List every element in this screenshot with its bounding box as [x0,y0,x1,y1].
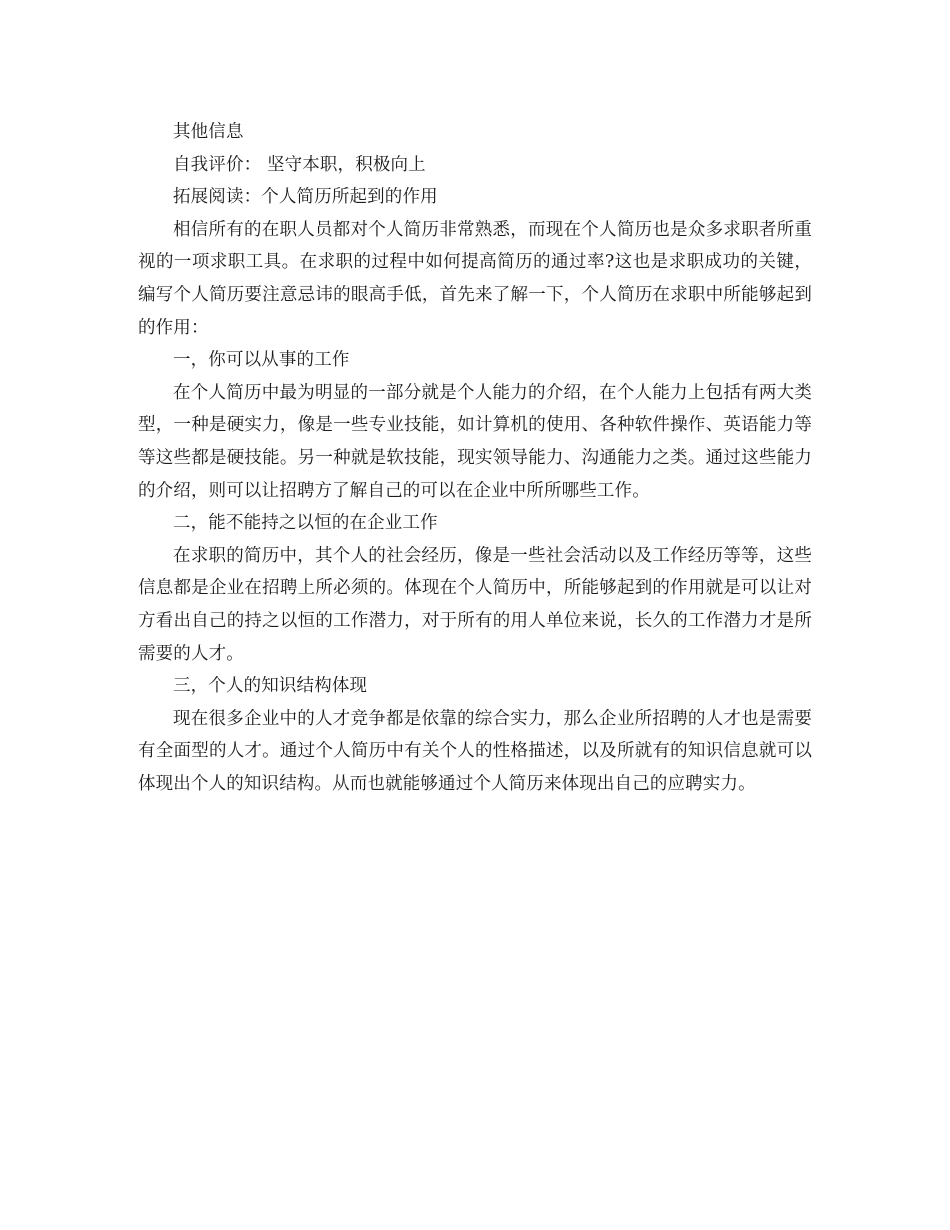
intro-paragraph: 相信所有的在职人员都对个人简历非常熟悉，而现在个人简历也是众多求职者所重视的一项求职工具。在求职的过程中如何提高简历的通过率?这也是求职成功的关键，编写个人简历要注意忌讳的眼高手低，首先来了解一下，个人简历在求职中所能够起到的作用： [138,219,812,338]
document-body [138,116,812,800]
body-paragraph-3: 现在很多企业中的人才竞争都是依靠的综合实力，那么企业所招聘的人才也是需要有全面型的人才。通过个人简历中有关个人的性格描述，以及所就有的知识信息就可以体现出个人的知识结构。从而也就能够通过个人简历来体现出自己的应聘实力。 [138,708,812,794]
extended-reading-title: 拓展阅读：个人简历所起到的作用 [173,187,438,208]
subheading-1: 一，你可以从事的工作 [173,350,350,371]
self-evaluation-line: 自我评价： 坚守本职，积极向上 [173,154,426,175]
section-heading-other-info: 其他信息 [173,122,244,142]
body-paragraph-1: 在个人简历中最为明显的一部分就是个人能力的介绍，在个人能力上包括有两大类型，一种是硬实力，像是一些专业技能，如计算机的使用、各种软件操作、英语能力等等这些都是硬技能。另一种就是软技能，现实领导能力、沟通能力之类。通过这些能力的介绍，则可以让招聘方了解自己的可以在企业中所所哪些工作。 [138,382,812,501]
body-paragraph-2: 在求职的简历中，其个人的社会经历，像是一些社会活动以及工作经历等等，这些信息都是企业在招聘上所必须的。体现在个人简历中，所能够起到的作用就是可以让对方看出自己的持之以恒的工作潜力，对于所有的用人单位来说，长久的工作潜力才是所需要的人才。 [138,545,812,664]
subheading-2: 二，能不能持之以恒的在企业工作 [173,513,438,534]
subheading-3: 三，个人的知识结构体现 [173,676,368,697]
